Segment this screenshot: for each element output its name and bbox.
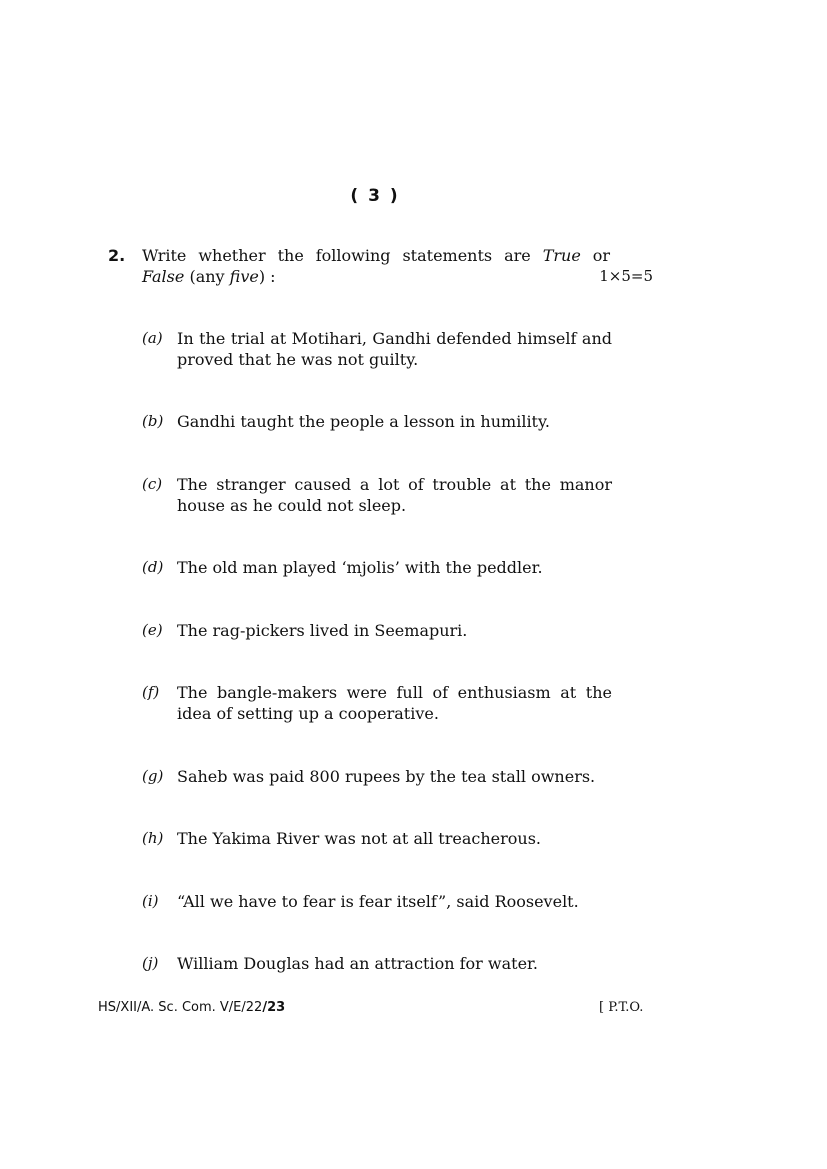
statement-text: The bangle-makers were full of enthusiasm at the idea of setting up a cooperative. (177, 683, 612, 723)
statement-label: (c) (142, 475, 163, 493)
statement-label: (g) (142, 767, 164, 785)
statement-label: (d) (142, 558, 164, 576)
statement-text: Saheb was paid 800 rupees by the tea stall owners. (177, 767, 596, 786)
statement-label: (e) (142, 621, 163, 639)
statement-text: The rag-pickers lived in Seemapuri. (177, 621, 468, 640)
question-instruction-line2: False (any five) : (142, 267, 276, 286)
statement-text: William Douglas had an attraction for water. (177, 954, 539, 973)
statement-label: (a) (142, 329, 163, 347)
statement-text: In the trial at Motihari, Gandhi defended himself and proved that he was not guilty. (177, 329, 612, 369)
paper-code: HS/XII/A. Sc. Com. V/E/22/23 (98, 1000, 286, 1015)
question-number: 2. (108, 246, 126, 265)
question-instruction-line1: Write whether the following statements are True or (142, 246, 611, 265)
statement-text: Gandhi taught the people a lesson in humility. (177, 412, 550, 431)
page-number: ( 3 ) (350, 186, 400, 206)
please-turn-over: [ P.T.O. (599, 1000, 644, 1015)
statement-label: (h) (142, 829, 164, 847)
statement-text: The stranger caused a lot of trouble at the manor house as he could not sleep. (177, 475, 612, 515)
statement-label: (i) (142, 892, 159, 910)
statement-text: “All we have to fear is fear itself”, said Roosevelt. (177, 892, 579, 911)
statement-text: The old man played ‘mjolis’ with the peddler. (177, 558, 543, 577)
statement-label: (f) (142, 683, 160, 701)
question-marks: 1×5=5 (599, 267, 653, 285)
statement-label: (j) (142, 954, 159, 972)
statement-text: The Yakima River was not at all treacherous. (177, 829, 542, 848)
statement-label: (b) (142, 412, 164, 430)
